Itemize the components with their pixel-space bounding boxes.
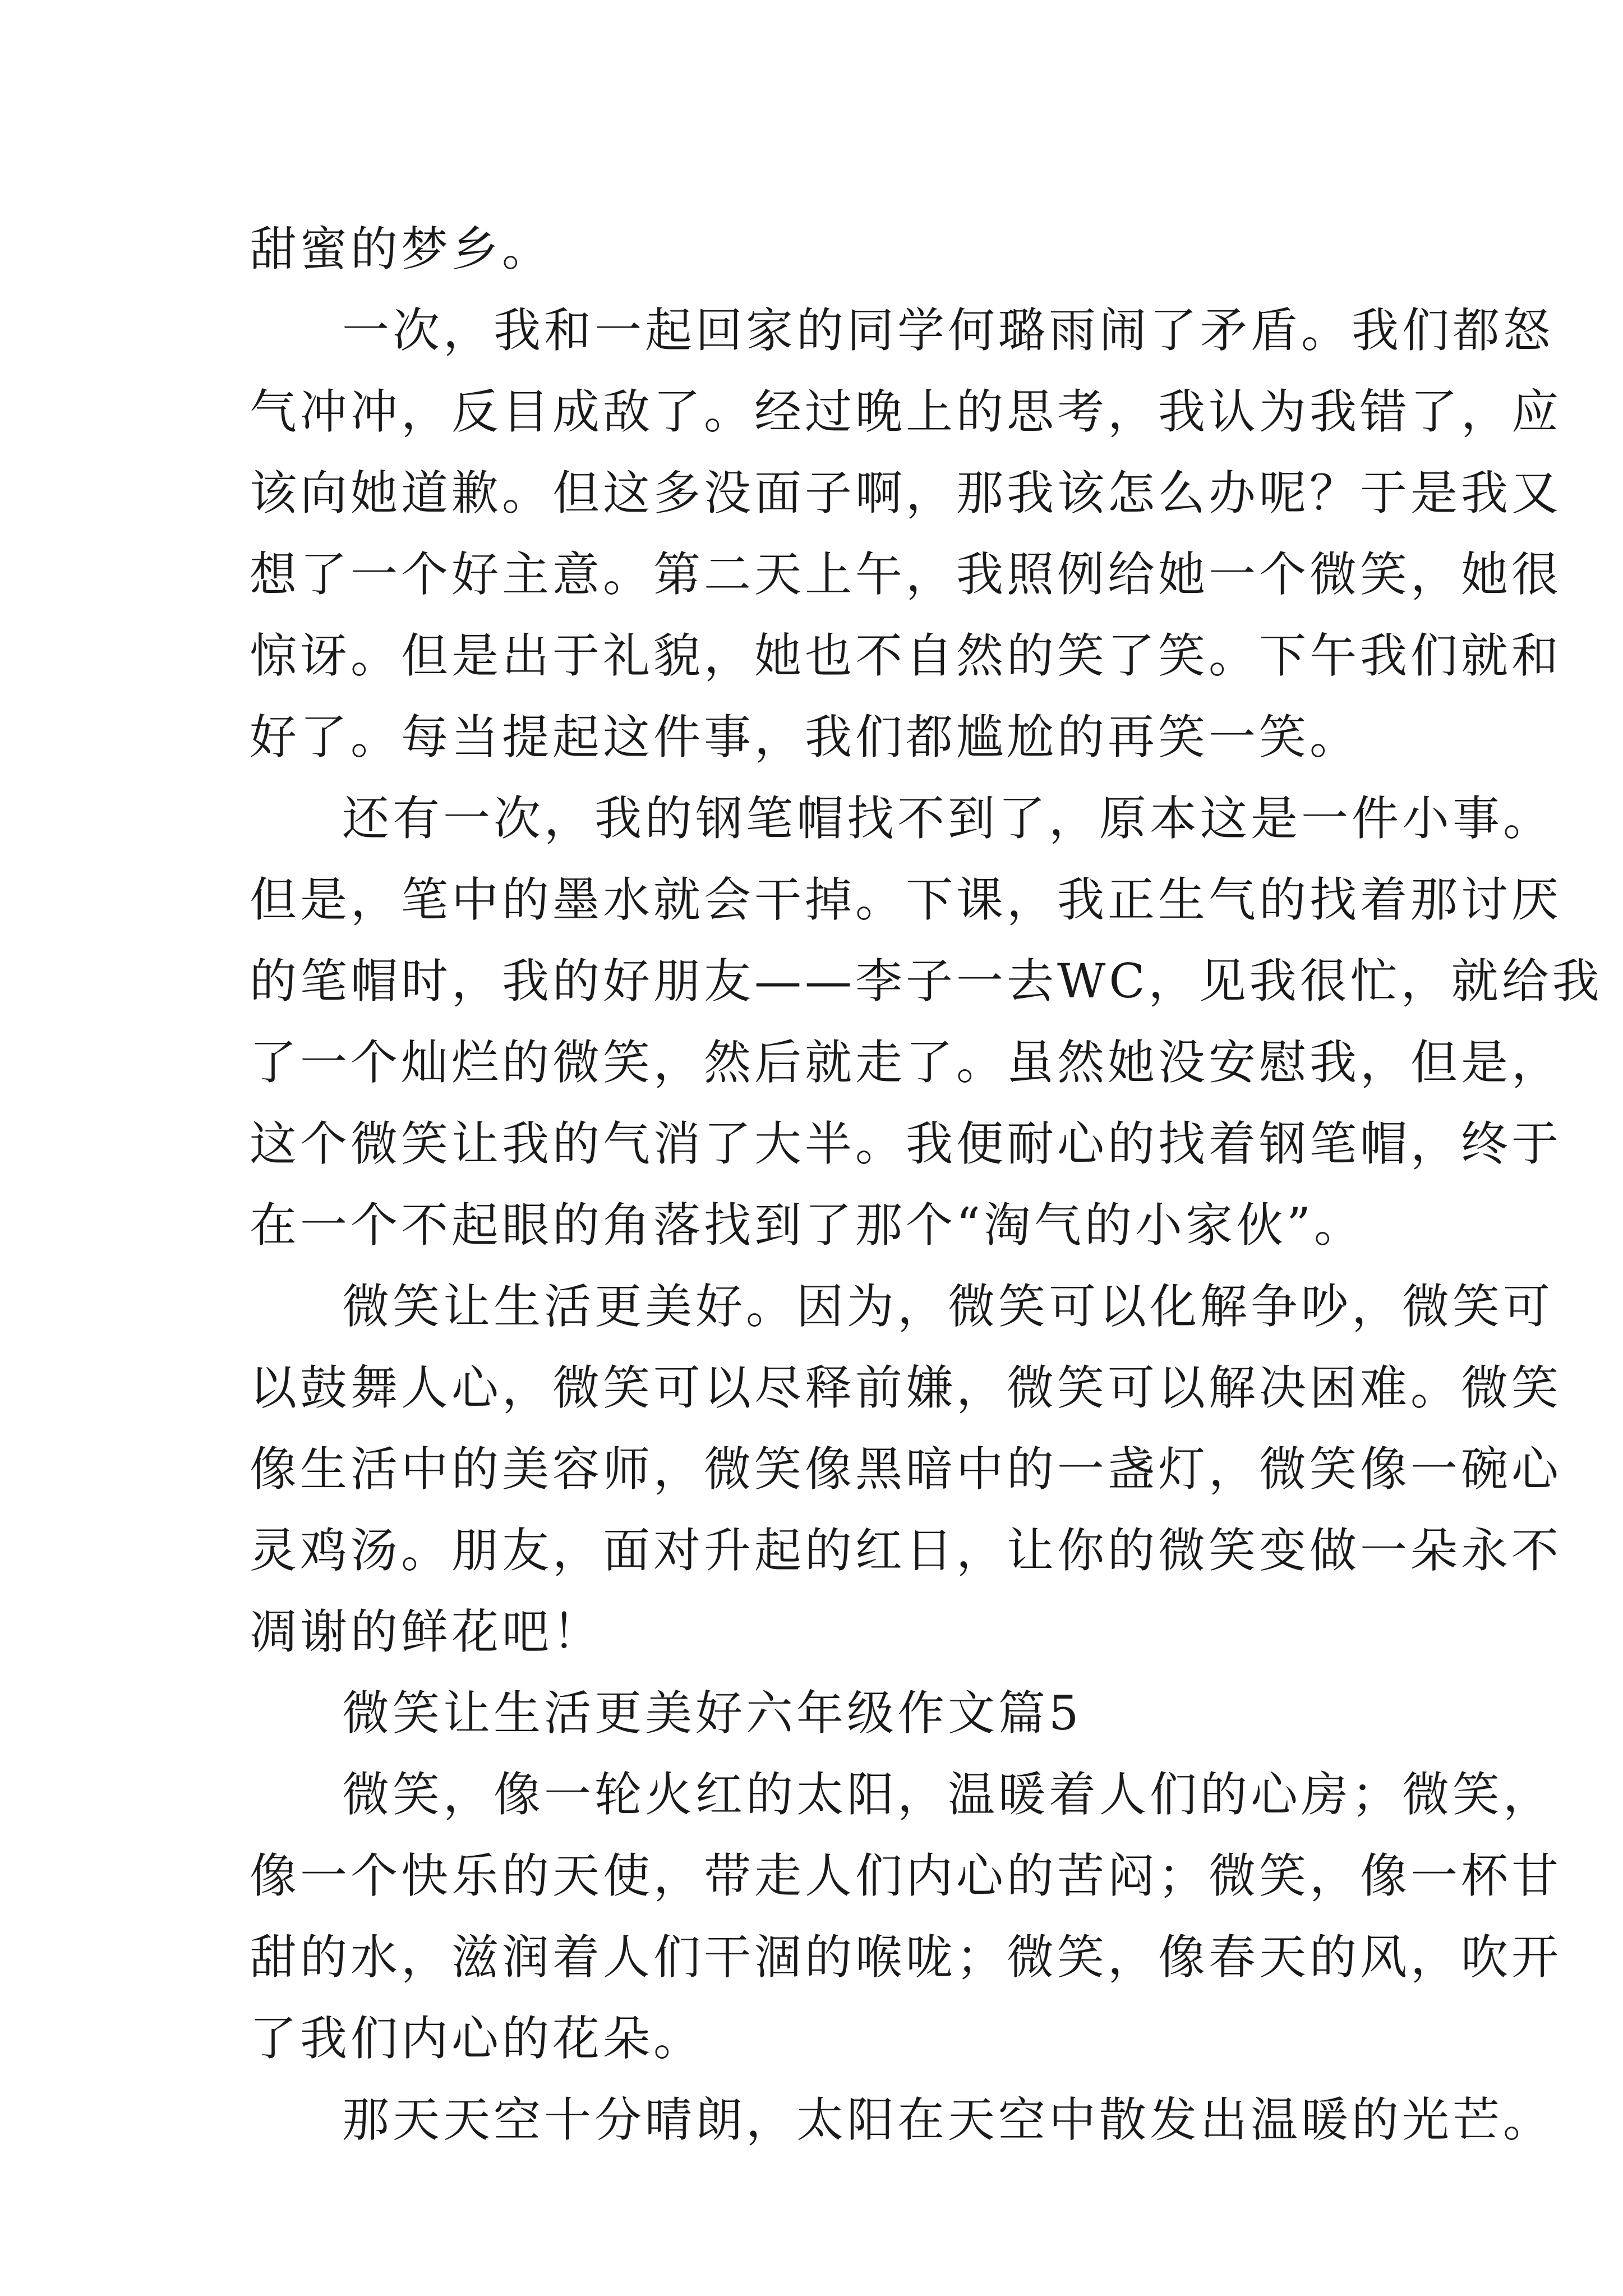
essay-text xyxy=(250,209,1603,2161)
text-line: 还有一次，我的钢笔帽找不到了，原本这是一件小事。 xyxy=(342,791,1554,846)
text-line: 但是，笔中的墨水就会干掉。下课，我正生气的找着那讨厌 xyxy=(250,872,1562,927)
text-line: 想了一个好主意。第二天上午，我照例给她一个微笑，她很 xyxy=(250,547,1562,602)
text-line: 的笔帽时，我的好朋友——李子一去WC，见我很忙，就给我 xyxy=(250,954,1603,1009)
section-heading: 微笑让生活更美好六年级作文篇5 xyxy=(342,1686,1082,1741)
text-line: 以鼓舞人心，微笑可以尽释前嫌，微笑可以解决困难。微笑 xyxy=(250,1360,1562,1415)
text-line: 凋谢的鲜花吧！ xyxy=(250,1604,603,1659)
text-line: 像生活中的美容师，微笑像黑暗中的一盏灯，微笑像一碗心 xyxy=(250,1442,1562,1497)
text-line: 甜蜜的梦乡。 xyxy=(250,222,553,277)
text-line: 好了。每当提起这件事，我们都尴尬的再笑一笑。 xyxy=(250,710,1361,765)
text-line: 像一个快乐的天使，带走人们内心的苦闷；微笑，像一杯甘 xyxy=(250,1848,1562,1903)
text-line: 了我们内心的花朵。 xyxy=(250,2011,704,2066)
text-line: 在一个不起眼的角落找到了那个“淘气的小家伙”。 xyxy=(250,1198,1364,1253)
text-line: 了一个灿烂的微笑，然后就走了。虽然她没安慰我，但是， xyxy=(250,1035,1562,1090)
text-line: 气冲冲，反目成敌了。经过晚上的思考，我认为我错了，应 xyxy=(250,384,1562,439)
text-line: 一次，我和一起回家的同学何璐雨闹了矛盾。我们都怒 xyxy=(342,303,1554,358)
text-line: 这个微笑让我的气消了大半。我便耐心的找着钢笔帽，终于 xyxy=(250,1116,1562,1171)
text-line: 灵鸡汤。朋友，面对升起的红日，让你的微笑变做一朵永不 xyxy=(250,1523,1562,1578)
text-line: 甜的水，滋润着人们干涸的喉咙；微笑，像春天的风，吹开 xyxy=(250,1930,1562,1985)
text-line: 惊讶。但是出于礼貌，她也不自然的笑了笑。下午我们就和 xyxy=(250,628,1562,683)
text-line: 该向她道歉。但这多没面子啊，那我该怎么办呢？于是我又 xyxy=(250,466,1562,521)
text-line: 微笑让生活更美好。因为，微笑可以化解争吵，微笑可 xyxy=(342,1279,1554,1334)
text-line: 那天天空十分晴朗，太阳在天空中散发出温暖的光芒。 xyxy=(342,2092,1554,2147)
text-line: 微笑，像一轮火红的太阳，温暖着人们的心房；微笑， xyxy=(342,1767,1554,1822)
